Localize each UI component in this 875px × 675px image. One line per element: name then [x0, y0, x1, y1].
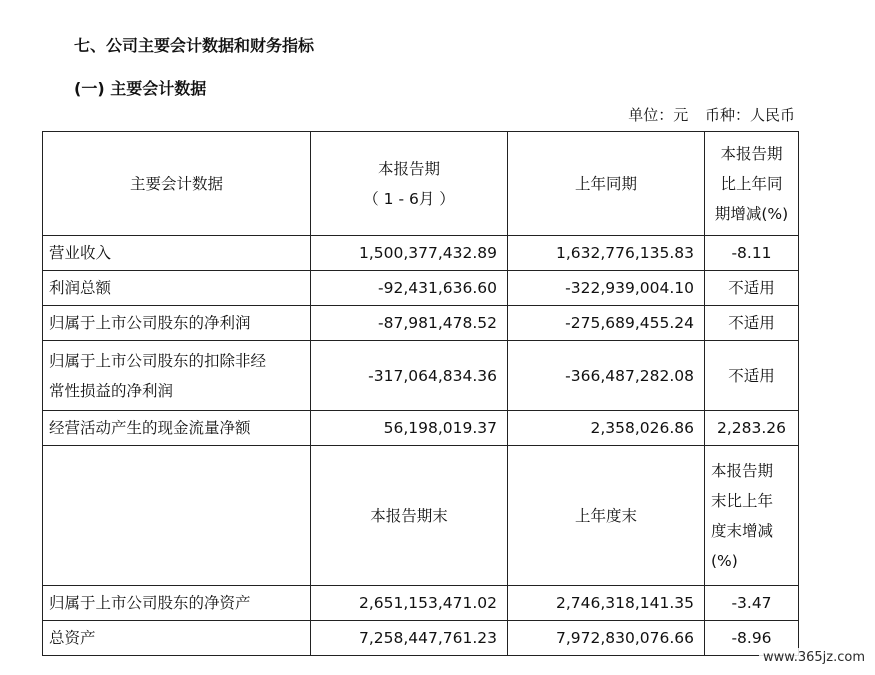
header-prior-period: 上年同期 — [508, 132, 705, 236]
header2-change-line1: 本报告期 — [711, 461, 774, 480]
row-prior: -366,487,282.08 — [508, 341, 705, 411]
row-prior: 1,632,776,135.83 — [508, 236, 705, 271]
row-label: 归属于上市公司股东的净资产 — [43, 586, 311, 621]
unit-label: 单位：元 — [628, 106, 689, 124]
row-label: 利润总额 — [43, 271, 311, 306]
row-change: -3.47 — [705, 586, 799, 621]
row-change: 2,283.26 — [705, 411, 799, 446]
row-prior: 2,358,026.86 — [508, 411, 705, 446]
subsection-title: (一) 主要会计数据 — [74, 79, 207, 98]
row-label-line1: 归属于上市公司股东的扣除非经 — [49, 351, 267, 370]
row-current: -92,431,636.60 — [311, 271, 508, 306]
header2-change-line4: (%) — [711, 551, 738, 570]
section-title: 七、公司主要会计数据和财务指标 — [74, 36, 315, 55]
row-prior: 2,746,318,141.35 — [508, 586, 705, 621]
table-row — [43, 236, 799, 271]
row-current: -317,064,834.36 — [311, 341, 508, 411]
header-change — [705, 132, 799, 236]
header-current-line2: （ 1 - 6月 ） — [363, 189, 455, 208]
header-change-line3: 期增减(%) — [714, 204, 789, 223]
header2-change-line2: 末比上年 — [711, 491, 774, 510]
row-current: -87,981,478.52 — [311, 306, 508, 341]
header-change-line2: 比上年同 — [720, 174, 783, 193]
row-change: -8.11 — [705, 236, 799, 271]
accounting-data-table — [42, 131, 799, 656]
row-current: 2,651,153,471.02 — [311, 586, 508, 621]
row-change: 不适用 — [705, 306, 799, 341]
row-label-line2: 常性损益的净利润 — [49, 381, 174, 400]
watermark: www.365jz.com — [759, 648, 869, 667]
header2-period-end: 本报告期末 — [311, 446, 508, 586]
row-prior: -275,689,455.24 — [508, 306, 705, 341]
row-label: 经营活动产生的现金流量净额 — [43, 411, 311, 446]
header-change-line1: 本报告期 — [720, 144, 783, 163]
header2-change-line3: 度末增减 — [711, 521, 774, 540]
header2-change — [705, 446, 799, 586]
header-current-line1: 本报告期 — [377, 159, 440, 178]
header2-empty — [43, 446, 311, 586]
row-change: 不适用 — [705, 341, 799, 411]
header-item: 主要会计数据 — [43, 132, 311, 236]
row-current: 56,198,019.37 — [311, 411, 508, 446]
table-row — [43, 586, 799, 621]
header-current-period — [311, 132, 508, 236]
row-prior: 7,972,830,076.66 — [508, 621, 705, 656]
row-label — [43, 341, 311, 411]
table-header-row-2 — [43, 446, 799, 586]
table-row — [43, 271, 799, 306]
row-current: 1,500,377,432.89 — [311, 236, 508, 271]
header2-prior-year-end: 上年度末 — [508, 446, 705, 586]
unit-line — [628, 104, 795, 125]
row-change: 不适用 — [705, 271, 799, 306]
row-prior: -322,939,004.10 — [508, 271, 705, 306]
table-row — [43, 341, 799, 411]
table-row — [43, 306, 799, 341]
row-change: -8.96 — [705, 621, 799, 656]
row-label: 营业收入 — [43, 236, 311, 271]
currency-label: 币种：人民币 — [704, 106, 795, 124]
row-current: 7,258,447,761.23 — [311, 621, 508, 656]
table-row — [43, 411, 799, 446]
table-header-row — [43, 132, 799, 236]
row-label: 总资产 — [43, 621, 311, 656]
row-label: 归属于上市公司股东的净利润 — [43, 306, 311, 341]
table-row — [43, 621, 799, 656]
